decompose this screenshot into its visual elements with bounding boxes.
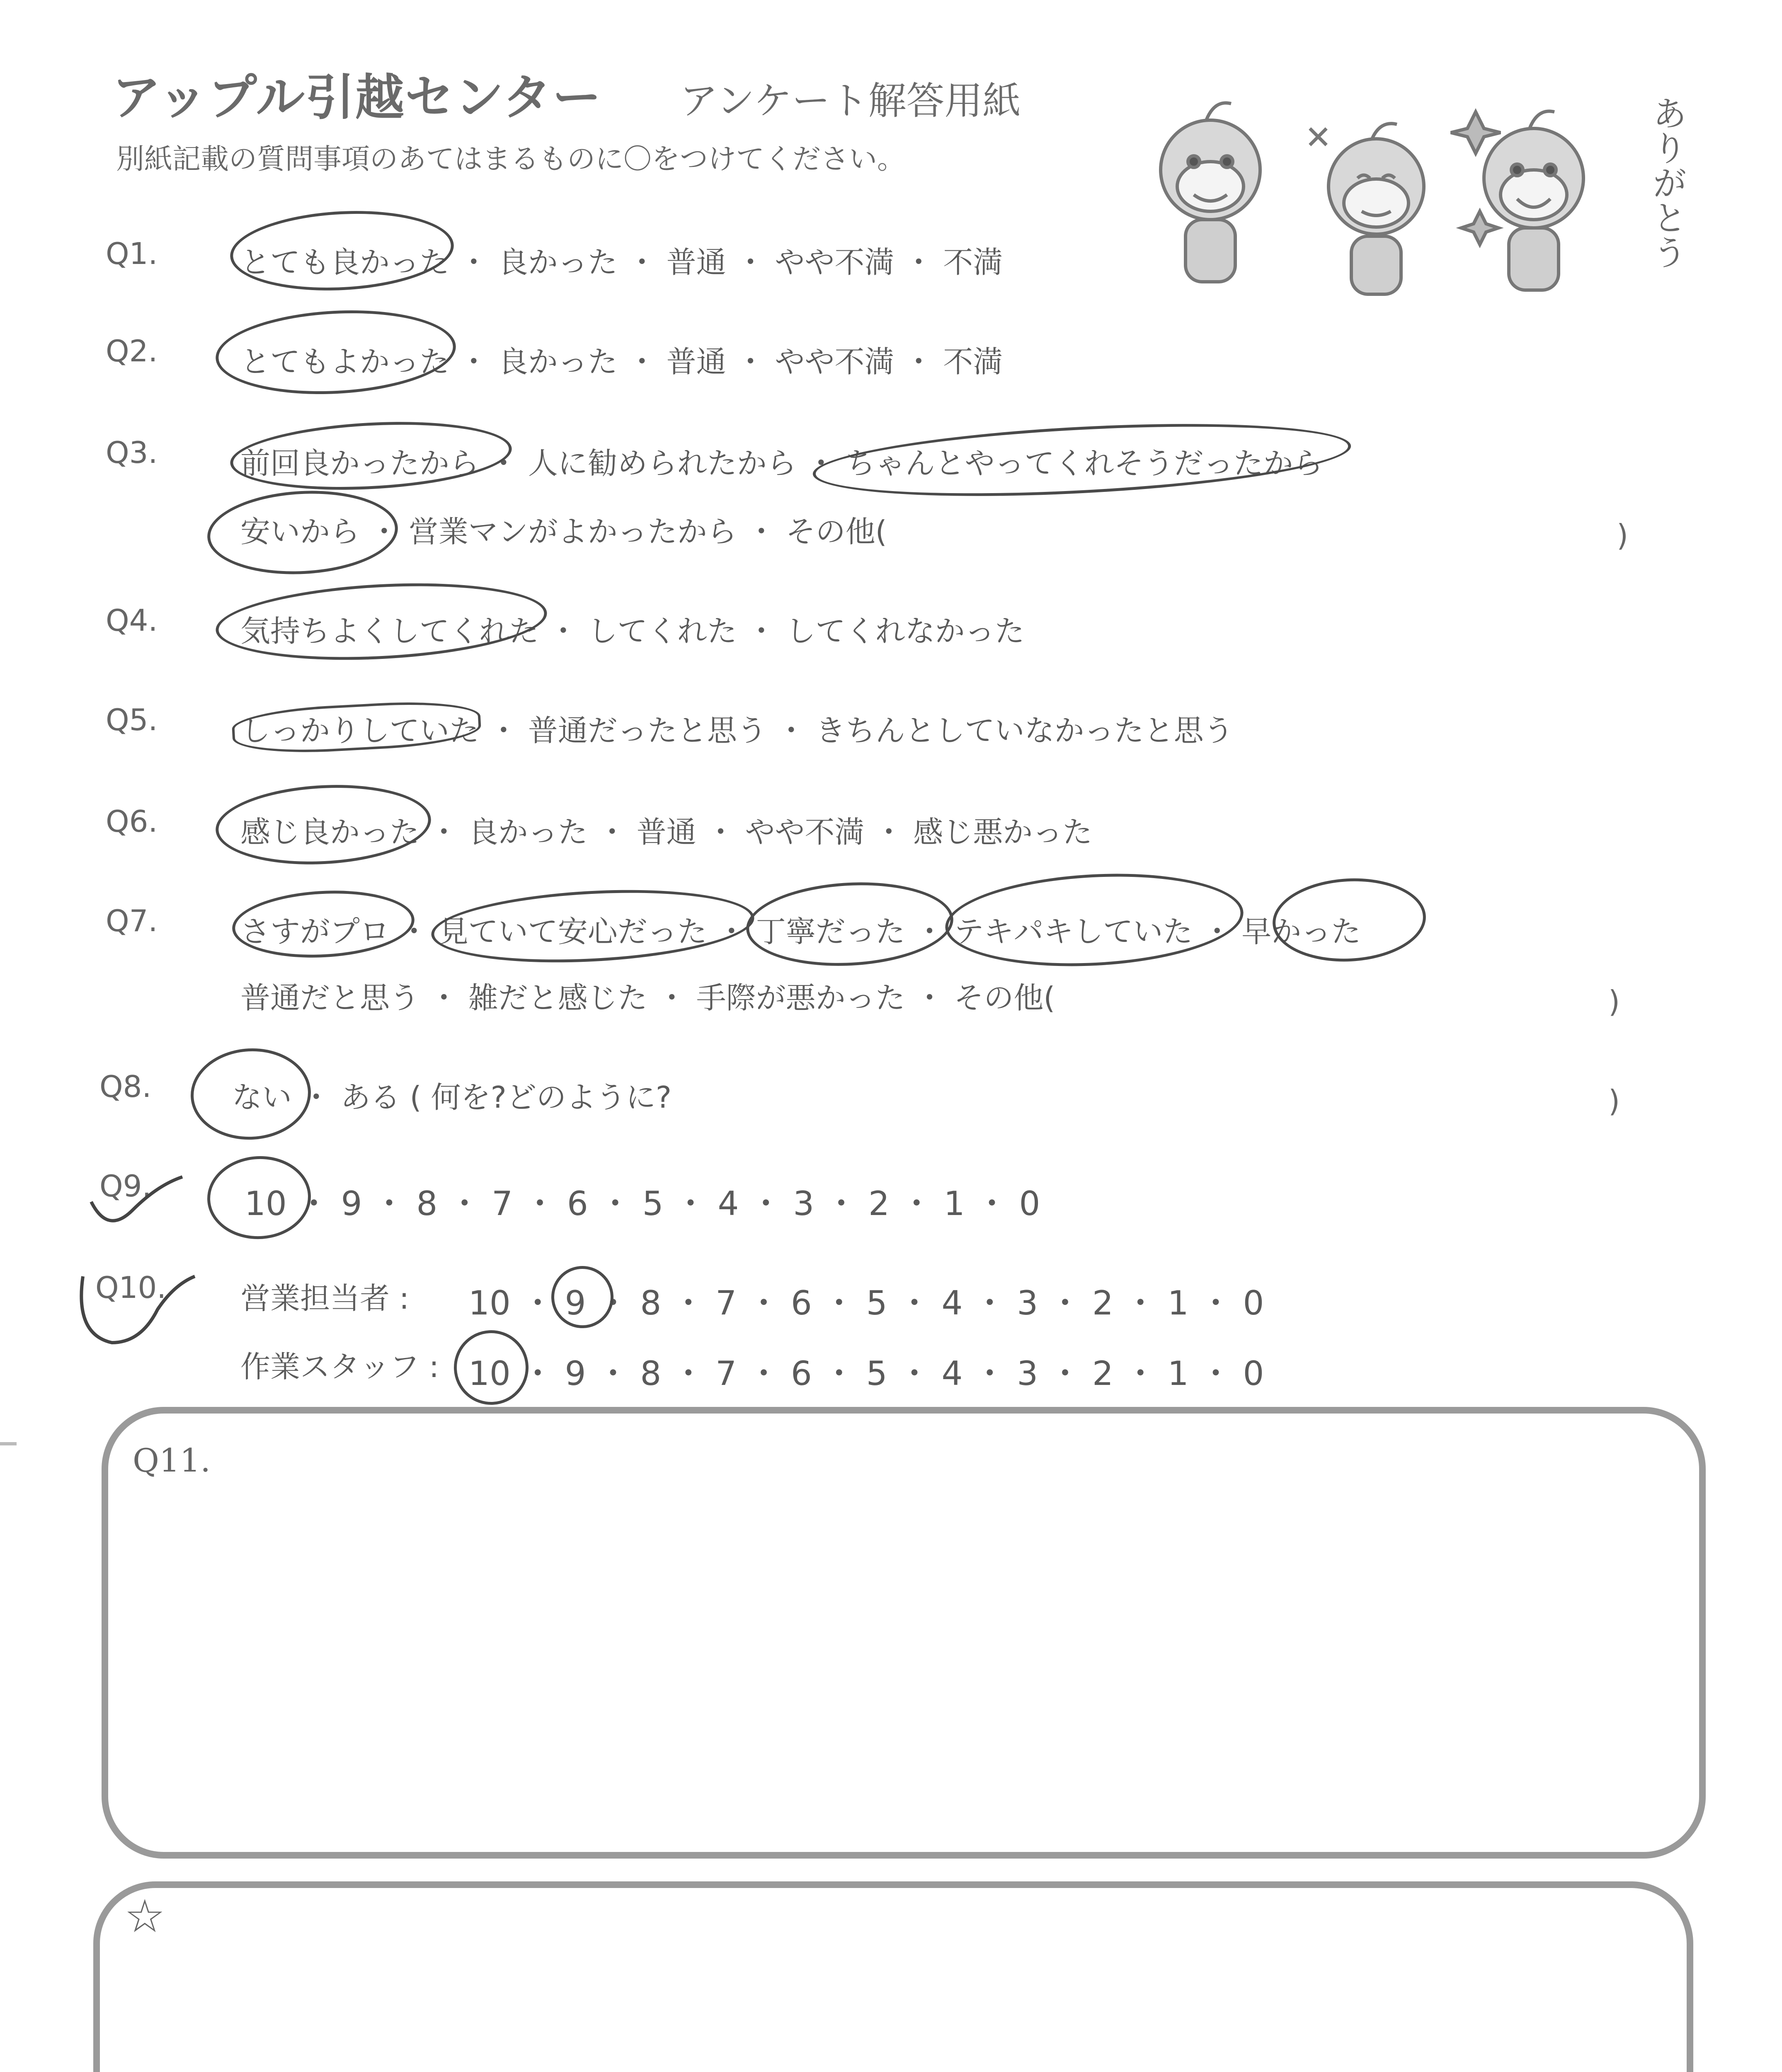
q8-label: Q8.: [99, 1069, 152, 1104]
q10-staff-answer-circle: [452, 1328, 530, 1406]
q9-label: Q9.: [99, 1169, 152, 1203]
q3-answer-circle-1: [228, 415, 513, 496]
q10-sales-label: 営業担当者 :: [240, 1281, 410, 1316]
monkey-1-icon: [1161, 103, 1260, 282]
monkey-3-icon: [1451, 111, 1583, 290]
thanks-text: ありがとう: [1647, 95, 1687, 269]
star-comment-box[interactable]: [93, 1881, 1693, 2072]
q3-answer-circle-2: [811, 413, 1353, 507]
q11-box-label: Q11.: [133, 1442, 211, 1479]
q3-answer-circle-3: [205, 486, 400, 579]
q3-option-line1: 前回良かったから ・ 人に勧められたから ・ ちゃんとやってくれそうだったから: [240, 446, 1323, 481]
q3-close-paren: ): [1617, 518, 1629, 553]
q2-label: Q2.: [106, 334, 158, 368]
q10-label: Q10.: [95, 1270, 167, 1305]
q1-option: とても良かった ・ 良かった ・ 普通 ・ やや不満 ・ 不満: [240, 245, 1003, 280]
star-box-label: ☆: [124, 1890, 165, 1943]
q7-answer-circle-3: [744, 877, 955, 971]
q10-sales-scale: 10 ・ 9 ・ 8 ・ 7 ・ 6 ・ 5 ・ 4 ・ 3 ・ 2 ・ 1 ・ 0: [468, 1284, 1264, 1322]
q6-answer-circle: [213, 780, 433, 870]
q9-answer-circle: [205, 1154, 313, 1242]
q2-option: とてもよかった ・ 良かった ・ 普通 ・ やや不満 ・ 不満: [240, 344, 1003, 379]
q5-option: しっかりしていた ・ 普通だったと思う ・ きちんとしていなかったと思う: [240, 713, 1234, 748]
form-title: アップル引越センター: [112, 69, 602, 126]
form-subtitle: アンケート解答用紙: [680, 79, 1021, 123]
q11-comment-box[interactable]: [102, 1407, 1706, 1859]
q7-option-line2: 普通だと思う ・ 雑だと感じた ・ 手際が悪かった ・ その他(: [240, 980, 1055, 1015]
q1-label: Q1.: [106, 236, 158, 271]
q7-label: Q7.: [106, 903, 158, 938]
q8-close-paren: ): [1608, 1084, 1620, 1118]
q3-label: Q3.: [106, 435, 158, 470]
q10-staff-scale: 10 ・ 9 ・ 8 ・ 7 ・ 6 ・ 5 ・ 4 ・ 3 ・ 2 ・ 1 ・ 0: [468, 1354, 1264, 1393]
q6-label: Q6.: [106, 804, 158, 839]
q4-answer-circle: [214, 576, 549, 668]
q10-check-mark-icon: [75, 1260, 199, 1359]
q7-answer-circle-4: [943, 867, 1246, 973]
q7-option-line1: さすがプロ ・ 見ていて安心だった ・ 丁寧だった ・ テキパキしていた ・ 早かった: [240, 914, 1361, 949]
q5-label: Q5.: [106, 702, 158, 737]
q7-close-paren: ): [1608, 984, 1620, 1019]
q10-staff-label: 作業スタッフ :: [240, 1349, 439, 1384]
fold-mark: [0, 1442, 17, 1445]
q7-answer-circle-5: [1270, 874, 1428, 965]
q6-option: 感じ良かった ・ 良かった ・ 普通 ・ やや不満 ・ 感じ悪かった: [240, 815, 1093, 850]
q7-answer-circle-2: [429, 883, 756, 970]
q4-label: Q4.: [106, 603, 158, 638]
q8-answer-circle: [188, 1046, 313, 1143]
q9-scale: 10 ・ 9 ・ 8 ・ 7 ・ 6 ・ 5 ・ 4 ・ 3 ・ 2 ・ 1 ・ 0: [245, 1184, 1040, 1223]
monkey-mascots-illustration: [1144, 75, 1641, 307]
q2-answer-circle: [213, 305, 458, 400]
q1-answer-circle: [228, 206, 456, 296]
instruction-text: 別紙記載の質問事項のあてはまるものに〇をつけてください。: [116, 143, 906, 176]
monkey-2-icon: [1310, 123, 1424, 294]
q9-check-mark-icon: [83, 1160, 191, 1243]
q3-option-line2: 安いから ・ 営業マンがよかったから ・ その他(: [240, 514, 887, 549]
q8-option: ない ・ ある ( 何を?どのように?: [232, 1080, 672, 1115]
q4-option: 気持ちよくしてくれた ・ してくれた ・ してくれなかった: [240, 614, 1025, 649]
